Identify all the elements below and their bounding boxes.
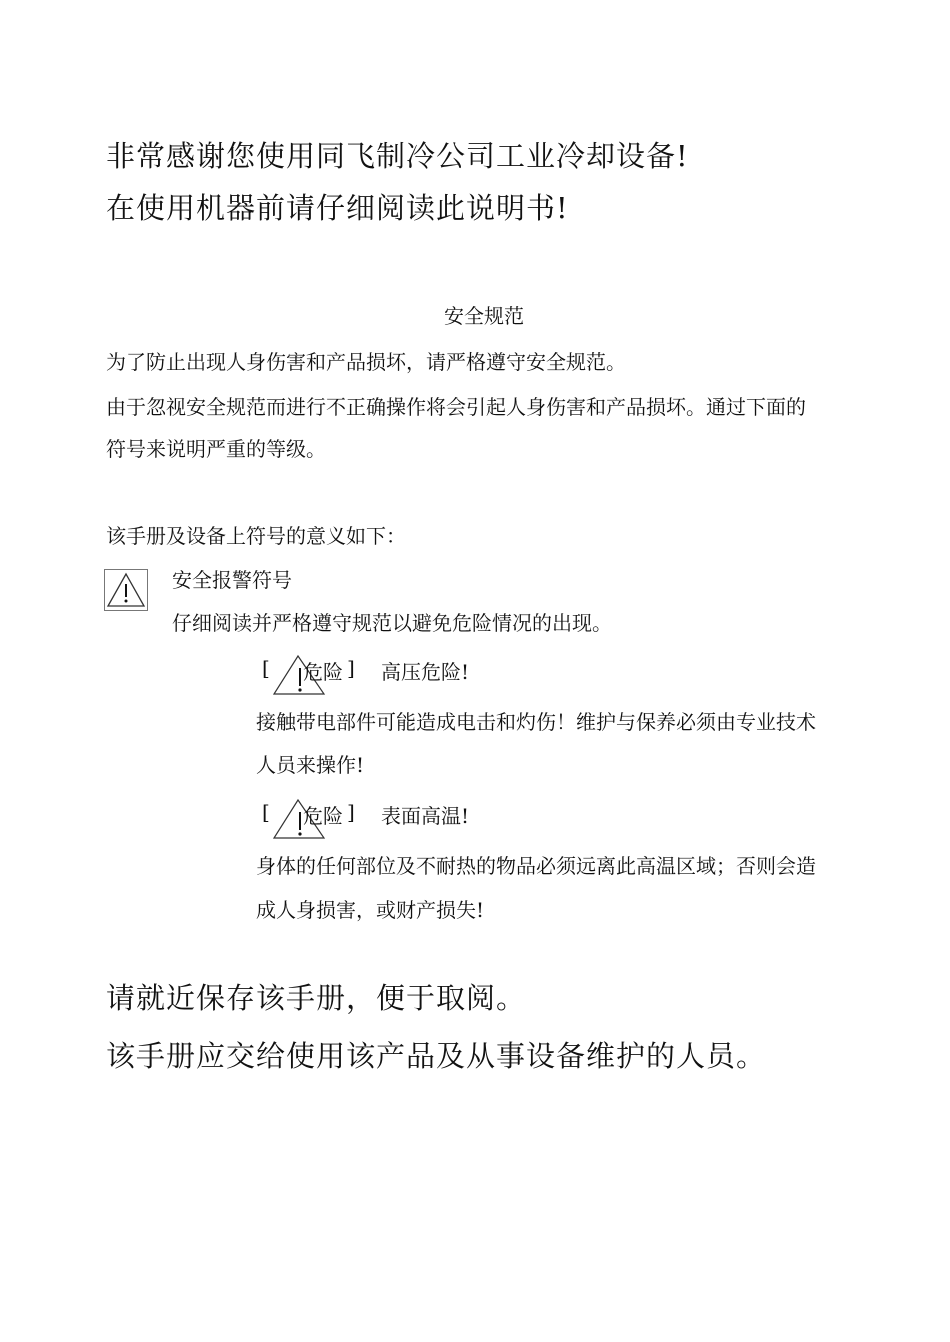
closing-line-2: 该手册应交给使用该产品及从事设备维护的人员。 xyxy=(106,1039,767,1073)
danger-2-bracket-close: ] xyxy=(347,800,355,824)
alert-symbol-desc: 仔细阅读并严格遵守规范以避免危险情况的出现。 xyxy=(172,611,612,635)
intro-line-2: 在使用机器前请仔细阅读此说明书! xyxy=(106,191,569,225)
alert-symbol-title: 安全报警符号 xyxy=(172,568,292,592)
danger-2-tag: 危险 xyxy=(303,804,343,828)
closing-line-1: 请就近保存该手册，便于取阅。 xyxy=(106,981,527,1015)
danger-1-tag: 危险 xyxy=(303,660,343,684)
danger-1-desc-line-2: 人员来操作! xyxy=(256,753,365,777)
danger-2-bracket-open: [ xyxy=(262,800,270,824)
symbols-intro: 该手册及设备上符号的意义如下： xyxy=(106,524,406,548)
safety-paragraph-2-line-1: 由于忽视安全规范而进行不正确操作将会引起人身伤害和产品损坏。通过下面的 xyxy=(106,395,806,419)
danger-2-desc-line-2: 成人身损害，或财产损失! xyxy=(256,898,485,922)
danger-1-desc-line-1: 接触带电部件可能造成电击和灼伤！维护与保养必须由专业技术 xyxy=(256,710,816,734)
danger-2-heading: 表面高温! xyxy=(381,804,470,828)
intro-line-1: 非常感谢您使用同飞制冷公司工业冷却设备! xyxy=(106,139,689,173)
danger-1-heading: 高压危险! xyxy=(381,660,470,684)
danger-1-bracket-close: ] xyxy=(347,656,355,680)
warning-triangle-icon xyxy=(104,569,148,611)
danger-1-bracket-open: [ xyxy=(262,656,270,680)
safety-paragraph-2-line-2: 符号来说明严重的等级。 xyxy=(106,437,326,461)
section-title: 安全规范 xyxy=(444,304,524,328)
danger-2-desc-line-1: 身体的任何部位及不耐热的物品必须远离此高温区域；否则会造 xyxy=(256,854,816,878)
safety-paragraph-1: 为了防止出现人身伤害和产品损坏，请严格遵守安全规范。 xyxy=(106,350,626,374)
